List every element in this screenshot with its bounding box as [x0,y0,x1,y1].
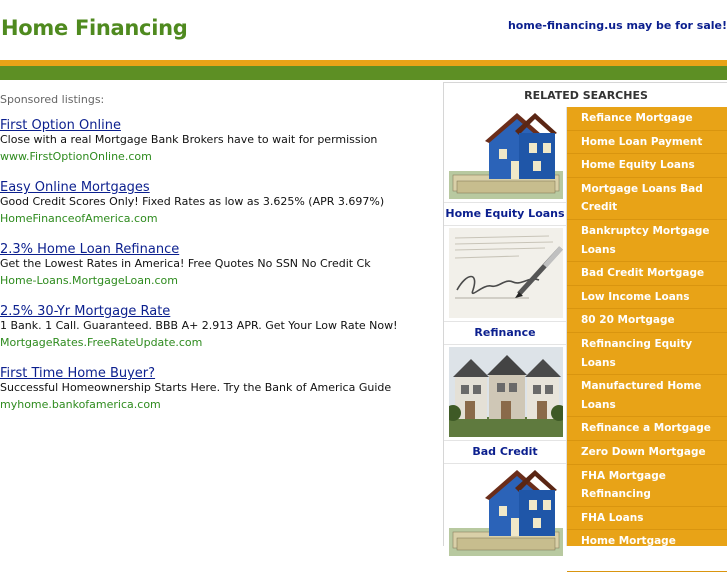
sponsored-label: Sponsored listings: [0,93,105,106]
listing-url-link[interactable]: myhome.bankofamerica.com [0,398,161,411]
image-caption-link[interactable]: Home Equity Loans [444,202,566,226]
listing-title-link[interactable]: First Option Online [0,118,121,133]
related-search-link[interactable]: FHA Mortgage Refinancing [567,465,727,507]
related-search-link[interactable]: Low Income Loans [567,286,727,310]
related-search-link[interactable]: 80 20 Mortgage [567,309,727,333]
related-search-link[interactable]: FHA Loans [567,507,727,531]
related-searches-header: RELATED SEARCHES [444,83,727,107]
image-caption-link[interactable]: Refinance [444,321,566,345]
listing-title-link[interactable]: 2.3% Home Loan Refinance [0,242,180,257]
listing-url-link[interactable]: Home-Loans.MortgageLoan.com [0,274,178,287]
related-search-link[interactable]: Refiance Mortgage [567,107,727,131]
domain-for-sale-link[interactable]: home-financing.us may be for sale! [507,19,727,32]
listing-url-link[interactable]: www.FirstOptionOnline.com [0,150,152,163]
listing-item [0,366,440,413]
related-search-link[interactable]: Refinancing Equity Loans [567,333,727,375]
related-search-link[interactable]: Refinance a Mortgage [567,417,727,441]
listing-item [0,242,440,289]
signature-image[interactable] [449,228,563,318]
related-searches-panel [443,82,727,566]
listing-item [0,118,440,165]
sponsored-listings [0,90,440,428]
related-search-list [567,107,727,566]
image-caption-link[interactable]: Bad Credit [444,440,566,464]
related-search-link[interactable]: Home Loan Payment [567,131,727,155]
listing-title-link[interactable]: First Time Home Buyer? [0,366,156,381]
related-search-link[interactable]: Home Equity Loans [567,154,727,178]
related-search-link[interactable]: Bankruptcy Mortgage Loans [567,220,727,262]
house-image[interactable] [449,466,563,556]
house-image[interactable] [449,109,563,199]
listing-description: Close with a real Mortgage Bank Brokers have to wait for permission [0,133,378,146]
listing-item [0,180,440,227]
listing-description: 1 Bank. 1 Call. Guaranteed. BBB A+ 2.913 APR. Get Your Low Rate Now! [0,319,398,332]
related-search-link[interactable]: Home Mortgage Refinance Loan [567,530,727,572]
image-column [444,107,567,546]
related-search-link[interactable]: Manufactured Home Loans [567,375,727,417]
listing-description: Get the Lowest Rates in America! Free Quotes No SSN No Credit Ck [0,257,371,270]
header [0,0,727,60]
site-title: Home Financing [1,16,188,40]
listing-description: Good Credit Scores Only! Fixed Rates as low as 3.625% (APR 3.697%) [0,195,385,208]
listing-description: Successful Homeownership Starts Here. Try the Bank of America Guide [0,381,392,394]
listing-url-link[interactable]: MortgageRates.FreeRateUpdate.com [0,336,203,349]
listing-url-link[interactable]: HomeFinanceofAmerica.com [0,212,158,225]
listing-title-link[interactable]: 2.5% 30-Yr Mortgage Rate [0,304,171,319]
listing-item [0,304,440,351]
header-band-green [0,66,727,80]
related-search-link[interactable]: Zero Down Mortgage [567,441,727,465]
related-search-link[interactable]: Bad Credit Mortgage [567,262,727,286]
townhouse-image[interactable] [449,347,563,437]
related-search-link[interactable]: Mortgage Loans Bad Credit [567,178,727,220]
listing-title-link[interactable]: Easy Online Mortgages [0,180,150,195]
